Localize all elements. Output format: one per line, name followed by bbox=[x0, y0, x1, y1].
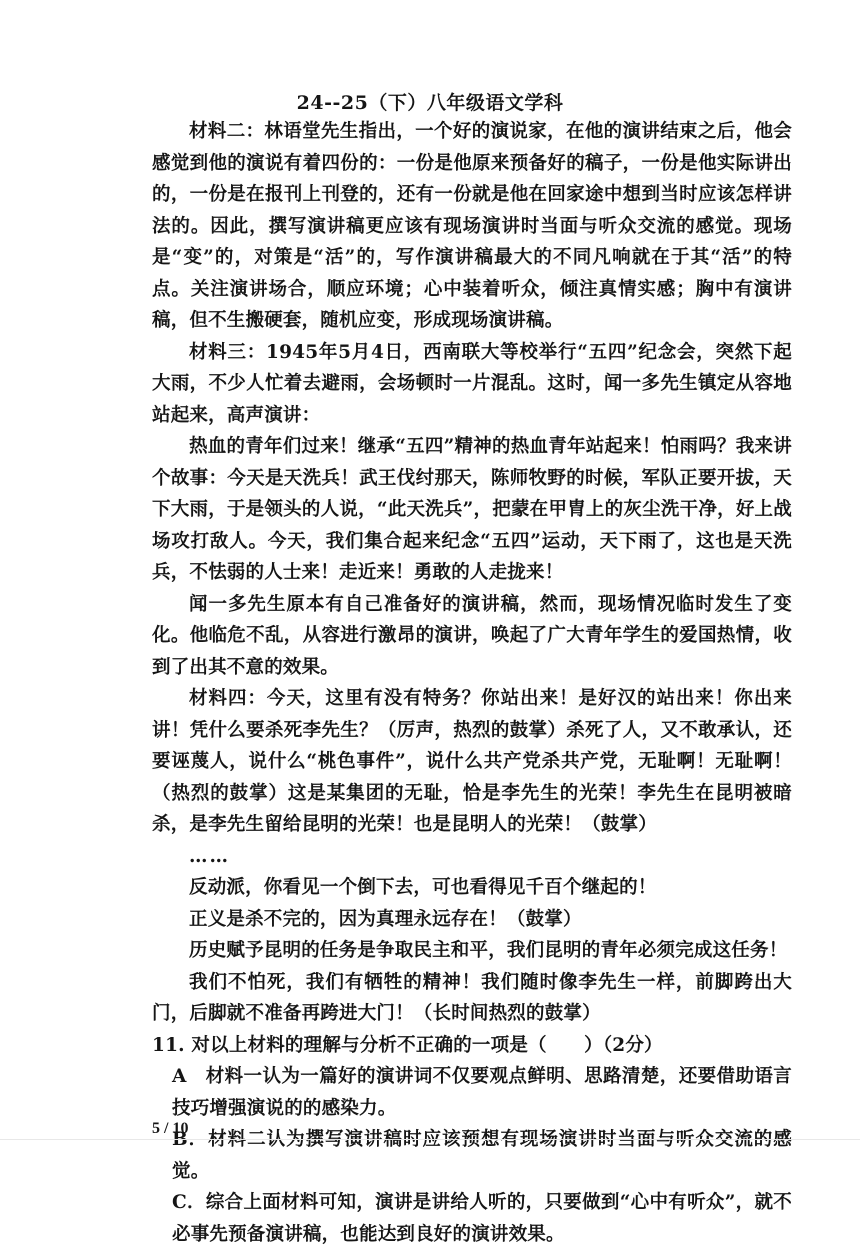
page-bottom-divider bbox=[0, 1139, 860, 1140]
material-three-speech: 热血的青年们过来！继承“五四”精神的热血青年站起来！怕雨吗？我来讲个故事：今天是天洗兵！武王伐纣那天，陈师牧野的时候，军队正要开拔，天下大雨，于是领头的人说，“此天洗兵”，把蒙在甲胄上的灰尘洗干净，好上战场攻打敌人。今天，我们集合起来纪念“五四”运动，天下雨了，这也是天洗兵，不怯弱的人士来！走近来！勇敢的人走拢来！ bbox=[152, 436, 792, 583]
page-number: 5 / 10 bbox=[152, 1120, 189, 1137]
question-11-option-c: C．综合上面材料可知，演讲是讲给人听的，只要做到“心中有听众”，就不必事先预备演讲稿，也能达到良好的演讲效果。 bbox=[172, 1192, 792, 1245]
material-four-ellipsis: …… bbox=[189, 845, 230, 867]
material-three-intro: 材料三：1945年5月4日，西南联大等校举行“五四”纪念会，突然下起大雨，不少人忙着去避雨，会场顿时一片混乱。这时，闻一多先生镇定从容地站起来，高声演讲： bbox=[152, 341, 792, 426]
question-11-option-a: A 材料一认为一篇好的演讲词不仅要观点鲜明、思路清楚，还要借助语言技巧增强演说的的感染力。 bbox=[172, 1066, 792, 1119]
question-11-stem: 11. 对以上材料的理解与分析不正确的一项是（ ）（2分） bbox=[152, 1034, 663, 1056]
material-four-paragraph: 材料四：今天，这里有没有特务？你站出来！是好汉的站出来！你出来讲！凭什么要杀死李先生？（厉声，热烈的鼓掌）杀死了人，又不敢承认，还要诬蔑人，说什么“桃色事件”，说什么共产党杀共产党，无耻啊！无耻啊！（热烈的鼓掌）这是某集团的无耻，恰是李先生的光荣！李先生在昆明被暗杀，是李先生留给昆明的光荣！也是昆明人的光荣！（鼓掌） bbox=[152, 688, 792, 835]
material-three-comment: 闻一多先生原本有自己准备好的演讲稿，然而，现场情况临时发生了变化。他临危不乱，从容进行激昂的演讲，唤起了广大青年学生的爱国热情，收到了出其不意的效果。 bbox=[152, 593, 792, 678]
material-four-line-2: 正义是杀不完的，因为真理永远存在！（鼓掌） bbox=[189, 908, 582, 930]
material-two-paragraph: 材料二：林语堂先生指出，一个好的演说家，在他的演讲结束之后，他会感觉到他的演说有着四份的：一份是他原来预备好的稿子，一份是他实际讲出的，一份是在报刊上刊登的，还有一份就是他在回家途中想到当时应该怎样讲法的。因此，撰写演讲稿更应该有现场演讲时当面与听众交流的感觉。现场是“变”的，对策是“活”的，写作演讲稿最大的不同凡响就在于其“活”的特点。关注演讲场合，顺应环境；心中装着听众，倾注真情实感；胸中有演讲稿，但不生搬硬套，随机应变，形成现场演讲稿。 bbox=[152, 121, 792, 331]
question-11-option-b: B．材料二认为撰写演讲稿时应该预想有现场演讲时当面与听众交流的感觉。 bbox=[172, 1129, 792, 1182]
material-four-line-3: 历史赋予昆明的任务是争取民主和平，我们昆明的青年必须完成这任务！ bbox=[189, 940, 788, 961]
document-body bbox=[152, 116, 792, 1250]
material-four-line-1: 反动派，你看见一个倒下去，可也看得见千百个继起的！ bbox=[189, 877, 657, 898]
material-four-line-4: 我们不怕死，我们有牺牲的精神！我们随时像李先生一样，前脚跨出大门，后脚就不准备再跨进大门！（长时间热烈的鼓掌） bbox=[152, 971, 792, 1024]
page-header-title: 24--25（下）八年级语文学科 bbox=[296, 92, 564, 114]
